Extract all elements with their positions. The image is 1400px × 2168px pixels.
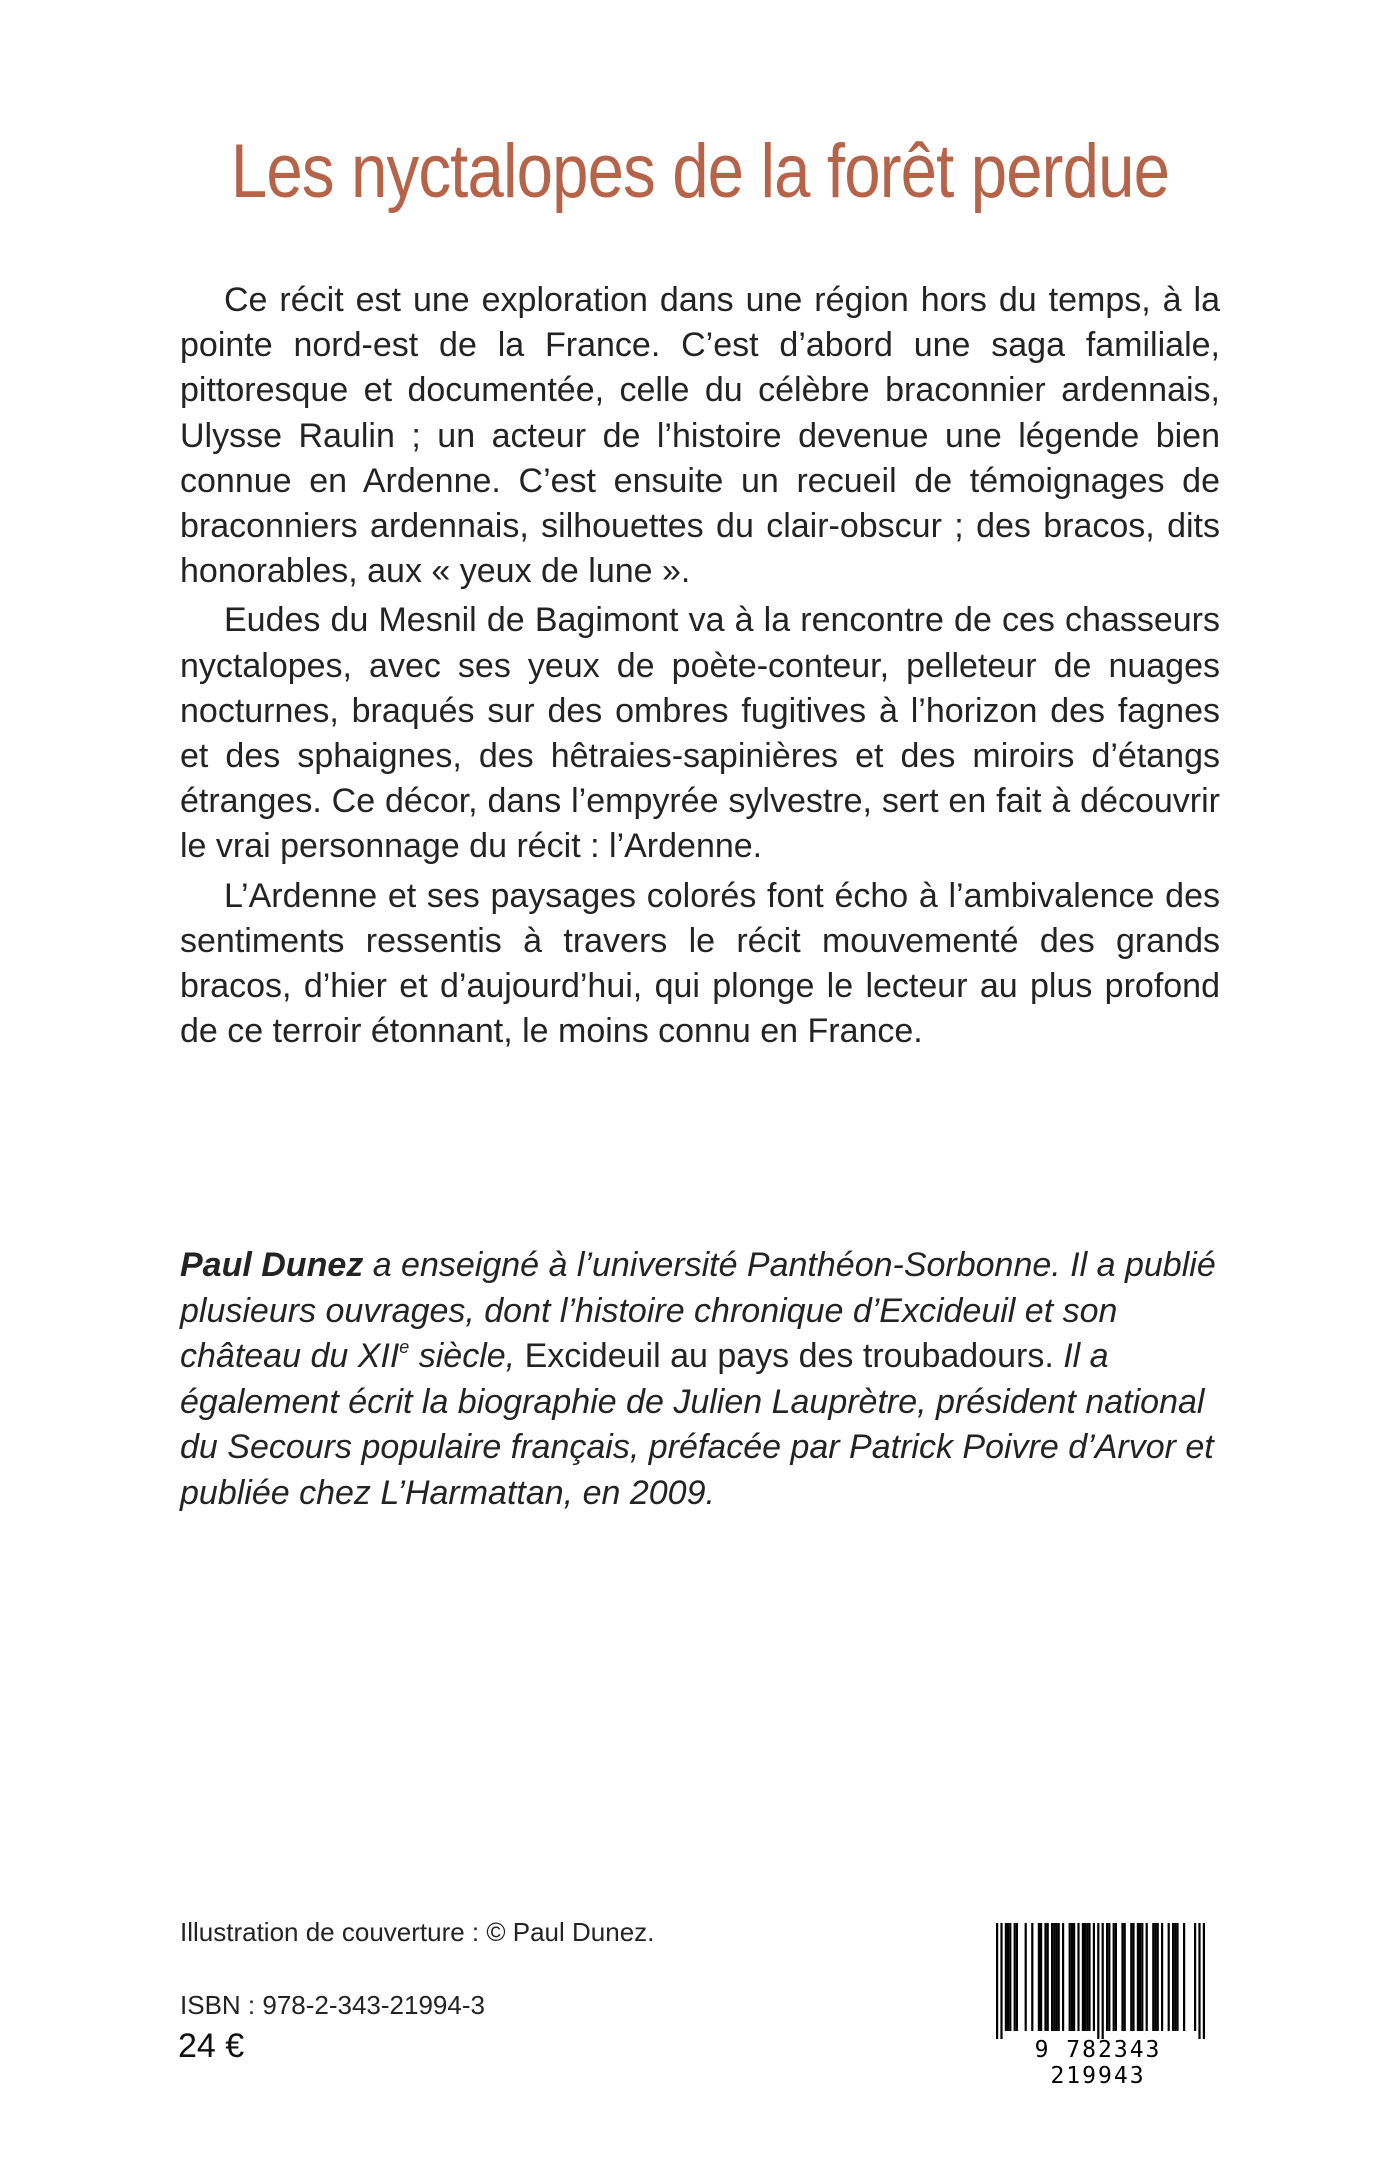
barcode-bar <box>1168 1923 1170 2031</box>
barcode-bar <box>1058 1923 1060 2031</box>
barcode-bar <box>1161 1923 1163 2031</box>
price: 24 € <box>178 2027 245 2065</box>
barcode-bar <box>1194 1923 1196 2031</box>
barcode-bar <box>1157 1923 1159 2031</box>
barcode-bar <box>1115 1923 1117 2031</box>
barcode-bar <box>1198 1923 1200 2039</box>
barcode-bar <box>1130 1923 1132 2031</box>
barcode-bar <box>1005 1923 1007 2031</box>
barcode-digits: 9 782343 219943 <box>1034 2037 1162 2089</box>
author-bio <box>180 1243 1220 1516</box>
author-bio-text: siècle, <box>409 1337 525 1375</box>
barcode-bar <box>1055 1923 1057 2031</box>
barcode-bar <box>1031 1923 1033 2031</box>
barcode-bar <box>1007 1923 1009 2031</box>
superscript-e: e <box>399 1337 410 1357</box>
barcode-bar <box>1132 1923 1134 2031</box>
barcode-bar <box>1139 1923 1141 2031</box>
cover-credit: Illustration de couverture : © Paul Dunez. <box>180 1917 655 1947</box>
barcode-bar <box>1152 1923 1154 2031</box>
barcode-bar <box>1044 1923 1046 2031</box>
barcode-bar <box>1077 1923 1079 2031</box>
barcode-bar <box>1084 1923 1086 2031</box>
barcode-bar <box>1174 1923 1176 2031</box>
author-bio-text: a enseigné à l’université Panthéon-Sorbonne. Il a publié plusieurs ouvrages, dont l’histoire chronique d’Excideuil et son château du XII <box>180 1246 1216 1375</box>
barcode-bar <box>1073 1923 1075 2031</box>
synopsis <box>180 278 1220 1058</box>
book-title: Les nyctalopes de la forêt perdue <box>230 129 1170 214</box>
barcode-bar <box>1108 1923 1110 2031</box>
barcode-bar <box>1113 1923 1115 2031</box>
author-name: Paul Dunez <box>180 1246 364 1284</box>
barcode-bar <box>1062 1923 1064 2031</box>
barcode-bar <box>1086 1923 1088 2031</box>
barcode-bar <box>1071 1923 1073 2031</box>
barcode-bar <box>1106 1923 1108 2031</box>
barcode-bars <box>982 1919 1214 2039</box>
barcode-bar <box>1009 1923 1011 2031</box>
barcode-bar <box>1047 1923 1049 2031</box>
barcode-bar <box>1203 1923 1205 2039</box>
barcode-bar <box>1146 1923 1148 2031</box>
barcode-bar <box>1051 1923 1053 2031</box>
barcode <box>982 1919 1214 2089</box>
barcode-bar <box>1000 1923 1002 2039</box>
barcode-bar <box>1093 1923 1095 2031</box>
barcode-bar <box>1088 1923 1090 2031</box>
barcode-bar <box>1053 1923 1055 2031</box>
synopsis-paragraph: Eudes du Mesnil de Bagimont va à la rencontre de ces chasseurs nyctalopes, avec ses yeux de poète-conteur, pelleteur de nuages nocturnes, braqués sur des ombres fugitives à l’horizon des fagnes et des sphaignes, des hêtraies-sapinières et des miroirs d’étangs étranges. Ce décor, dans l’empyrée sylvestre, sert en fait à découvrir le vrai personnage du récit : l’Ardenne. <box>180 601 1220 866</box>
synopsis-paragraph: L’Ardenne et ses paysages colorés font écho à l’ambivalence des sentiments ressentis à travers le récit mouvementé des grands bracos, d’hier et d’aujourd’hui, qui plonge le lecteur au plus profond de ce terroir étonnant, le moins connu en France. <box>180 876 1220 1051</box>
barcode-bar <box>1121 1923 1123 2031</box>
barcode-bar <box>1082 1923 1084 2031</box>
barcode-bar <box>1137 1923 1139 2031</box>
synopsis-paragraph: Ce récit est une exploration dans une région hors du temps, à la pointe nord-est de la France. C’est d’abord une saga familiale, pittoresque et documentée, celle du célèbre braconnier ardennais, Ulysse Raulin ; un acteur de l’histoire devenue une légende bien connue en Ardenne. C’est ensuite un recueil de témoignages de braconniers ardennais, silhouettes du clair-obscur ; des bracos, dits honorables, aux « yeux de lune ». <box>180 281 1220 591</box>
barcode-bar <box>1102 1923 1104 2039</box>
barcode-bar <box>996 1923 998 2039</box>
barcode-bar <box>1097 1923 1099 2039</box>
barcode-bar <box>1014 1923 1016 2031</box>
barcode-bar <box>1069 1923 1071 2031</box>
barcode-bar <box>1016 1923 1018 2031</box>
barcode-bar <box>1172 1923 1174 2031</box>
cited-book-title: Excideuil au pays des troubadours. <box>524 1337 1054 1375</box>
barcode-bar <box>1141 1923 1143 2031</box>
barcode-bar <box>1176 1923 1178 2031</box>
barcode-bar <box>1040 1923 1042 2031</box>
author-bio-text: Il a également écrit la biographie de Julien Lauprètre, président national du Secours populaire français, préfacée par Patrick Poivre d’Arvor et publiée chez L’Harmattan, en 2009. <box>180 1337 1214 1512</box>
barcode-bar <box>1038 1923 1040 2031</box>
barcode-bar <box>1025 1923 1027 2031</box>
isbn: ISBN : 978-2-343-21994-3 <box>180 1990 485 2020</box>
barcode-bar <box>1154 1923 1156 2031</box>
barcode-bar <box>1183 1923 1185 2031</box>
barcode-bar <box>1124 1923 1126 2031</box>
